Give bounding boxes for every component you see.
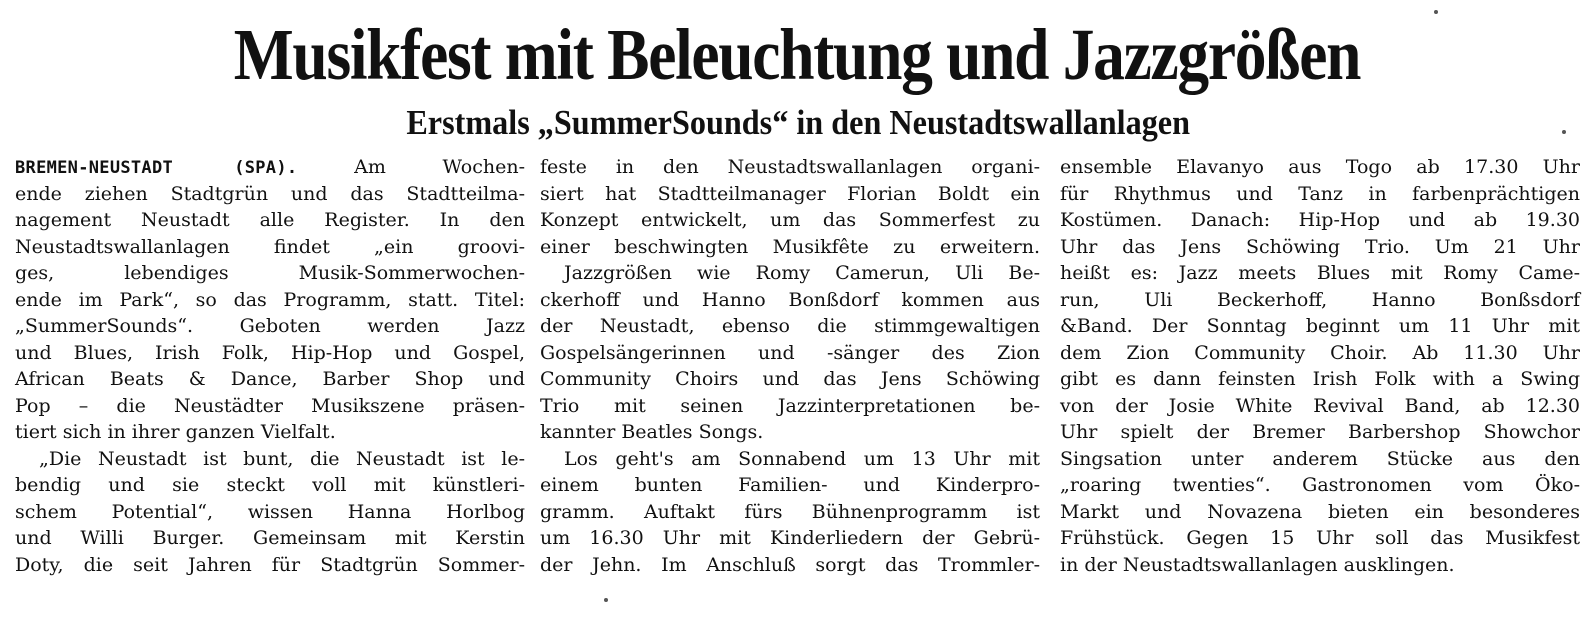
text-line: bendig und sie steckt voll mit künstleri- <box>15 474 525 496</box>
text-line: und Willi Burger. Gemeinsam mit Kerstin <box>15 527 525 549</box>
text-line: dem Zion Community Choir. Ab 11.30 Uhr <box>1060 341 1580 364</box>
text-line: ende im Park“, so das Programm, statt. Titel: <box>15 288 525 311</box>
text-line: run, Uli Beckerhoff, Hanno Bonßsdorf <box>1060 288 1580 311</box>
text-line: heißt es: Jazz meets Blues mit Romy Came- <box>1060 262 1580 284</box>
scan-speck <box>604 598 608 602</box>
text-line: schem Potential“, wissen Hanna Horlbog <box>15 500 525 523</box>
text-line: Los geht's am Sonnabend um 13 Uhr mit <box>564 447 1040 470</box>
text-line: siert hat Stadtteilmanager Florian Boldt ein <box>540 182 1040 205</box>
text-line: Community Choirs und das Jens Schöwing <box>540 368 1040 390</box>
dateline: BREMEN-NEUSTADT (SPA). <box>15 158 298 178</box>
text-line: feste in den Neustadtswallanlagen organi- <box>540 156 1040 178</box>
text-line: Kostümen. Danach: Hip-Hop und ab 19.30 <box>1060 209 1580 231</box>
text-line: „roaring twenties“. Gastronomen vom Öko- <box>1060 474 1580 496</box>
text-line: einem bunten Familien- und Kinderpro- <box>540 474 1040 496</box>
text-fragment: Am Wochen- <box>297 156 525 178</box>
article-column-2 <box>540 154 1040 578</box>
text-line: Markt und Novazena bieten ein besonderes <box>1060 500 1580 523</box>
text-line: für Rhythmus und Tanz in farbenprächtigen <box>1060 182 1580 205</box>
text-line: Konzept entwickelt, um das Sommerfest zu <box>540 209 1040 231</box>
text-line: einer beschwingten Musikfête zu erweitern. <box>540 235 1040 258</box>
text-line: Uhr spielt der Bremer Barbershop Showchor <box>1060 421 1580 443</box>
scan-speck <box>1434 10 1438 14</box>
text-line: African Beats & Dance, Barber Shop und <box>15 368 525 390</box>
text-line: Trio mit seinen Jazzinterpretationen be- <box>540 394 1040 417</box>
text-line: ges, lebendiges Musik-Sommerwochen- <box>15 262 525 284</box>
article-headline: Musikfest mit Beleuchtung und Jazzgrößen <box>233 14 1361 95</box>
article-column-3 <box>1060 154 1580 578</box>
text-line: in der Neustadtswallanlagen ausklingen. <box>1060 553 1455 576</box>
text-line: Uhr das Jens Schöwing Trio. Um 21 Uhr <box>1060 235 1580 258</box>
text-line: gibt es dann feinsten Irish Folk with a Swing <box>1060 368 1580 390</box>
article-column-1 <box>15 154 525 578</box>
text-line: Gospelsängerinnen und -sänger des Zion <box>540 341 1040 364</box>
text-line: um 16.30 Uhr mit Kinderliedern der Gebrü- <box>540 527 1040 549</box>
text-line: der Jehn. Im Anschluß sorgt das Trommler- <box>540 553 1040 576</box>
text-line <box>15 154 525 181</box>
text-line: und Blues, Irish Folk, Hip-Hop und Gospel, <box>15 341 525 364</box>
text-line: ensemble Elavanyo aus Togo ab 17.30 Uhr <box>1060 156 1580 178</box>
text-line: gramm. Auftakt fürs Bühnenprogramm ist <box>540 500 1040 523</box>
text-line: tiert sich in ihrer ganzen Vielfalt. <box>15 421 336 443</box>
article-subheadline: Erstmals „SummerSounds“ in den Neustadtswallanlagen <box>406 103 1190 142</box>
text-line: nagement Neustadt alle Register. In den <box>15 209 525 231</box>
text-line: ende ziehen Stadtgrün und das Stadtteilma- <box>15 182 525 205</box>
text-line: ckerhoff und Hanno Bonßdorf kommen aus <box>540 288 1040 311</box>
text-line: „Die Neustadt ist bunt, die Neustadt ist le- <box>39 447 525 470</box>
text-line: Pop – die Neustädter Musikszene präsen- <box>15 394 525 417</box>
text-line: der Neustadt, ebenso die stimmgewaltigen <box>540 315 1040 337</box>
text-line: kannter Beatles Songs. <box>540 421 764 443</box>
text-line: &Band. Der Sonntag beginnt um 11 Uhr mit <box>1060 315 1580 337</box>
text-line: Singsation unter anderem Stücke aus den <box>1060 447 1580 470</box>
text-line: Frühstück. Gegen 15 Uhr soll das Musikfest <box>1060 527 1580 549</box>
text-line: „SummerSounds“. Geboten werden Jazz <box>15 315 525 337</box>
scan-speck <box>1562 130 1566 134</box>
text-line: Neustadtswallanlagen findet „ein groovi- <box>15 235 525 258</box>
text-line: Jazzgrößen wie Romy Camerun, Uli Be- <box>564 262 1040 284</box>
text-line: Doty, die seit Jahren für Stadtgrün Sommer- <box>15 553 525 576</box>
text-line: von der Josie White Revival Band, ab 12.30 <box>1060 394 1580 417</box>
